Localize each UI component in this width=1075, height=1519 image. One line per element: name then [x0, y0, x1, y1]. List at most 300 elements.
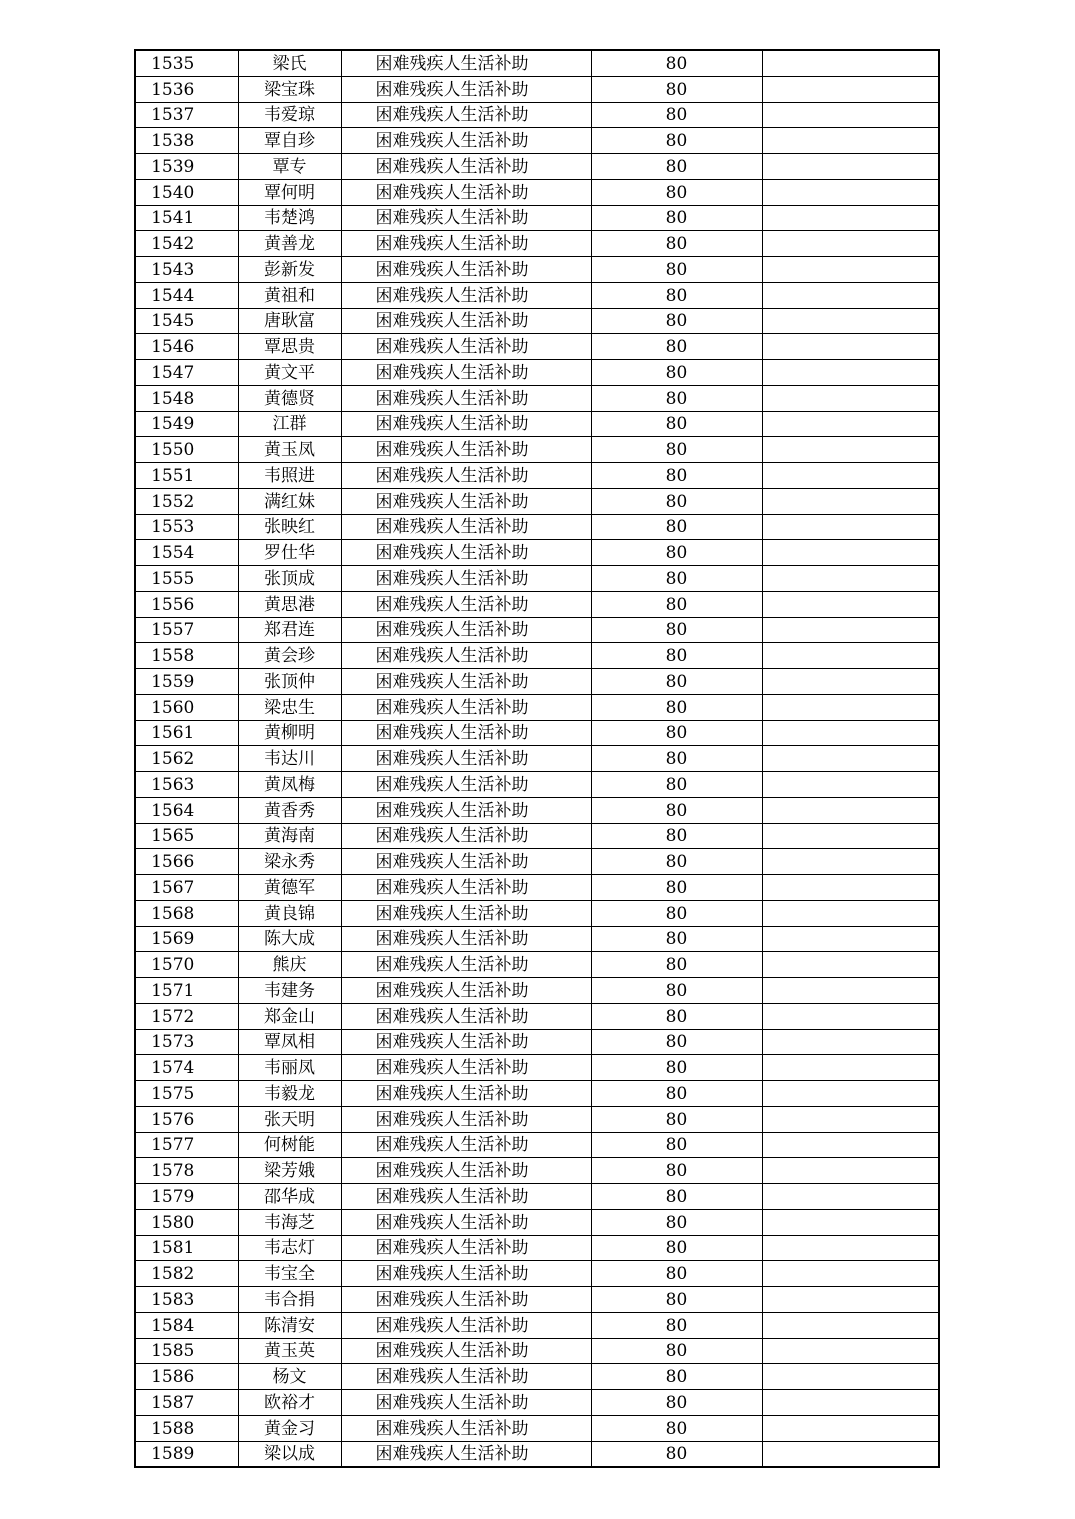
subsidy-type-cell: 困难残疾人生活补助: [341, 128, 591, 154]
subsidy-type-cell: 困难残疾人生活补助: [341, 746, 591, 772]
table-row: [135, 1390, 939, 1416]
subsidy-type-cell: 困难残疾人生活补助: [341, 154, 591, 180]
serial-number-cell: 1545: [135, 308, 238, 334]
subsidy-type-cell: 困难残疾人生活补助: [341, 1029, 591, 1055]
table-row: [135, 1287, 939, 1313]
remark-cell: [762, 488, 939, 514]
name-cell: 韦建务: [238, 978, 341, 1004]
subsidy-type-cell: 困难残疾人生活补助: [341, 720, 591, 746]
remark-cell: [762, 1106, 939, 1132]
name-cell: 郑金山: [238, 1003, 341, 1029]
remark-cell: [762, 1158, 939, 1184]
remark-cell: [762, 179, 939, 205]
table-row: [135, 128, 939, 154]
amount-cell: 80: [591, 1132, 762, 1158]
name-cell: 罗仕华: [238, 540, 341, 566]
remark-cell: [762, 1184, 939, 1210]
subsidy-type-cell: 困难残疾人生活补助: [341, 900, 591, 926]
remark-cell: [762, 1055, 939, 1081]
serial-number-cell: 1537: [135, 102, 238, 128]
name-cell: 江群: [238, 411, 341, 437]
table-row: [135, 1106, 939, 1132]
remark-cell: [762, 1081, 939, 1107]
name-cell: 何树能: [238, 1132, 341, 1158]
remark-cell: [762, 205, 939, 231]
table-row: [135, 1364, 939, 1390]
amount-cell: 80: [591, 1055, 762, 1081]
serial-number-cell: 1558: [135, 643, 238, 669]
name-cell: 梁以成: [238, 1441, 341, 1467]
subsidy-type-cell: 困难残疾人生活补助: [341, 1209, 591, 1235]
remark-cell: [762, 1312, 939, 1338]
subsidy-type-cell: 困难残疾人生活补助: [341, 617, 591, 643]
subsidy-type-cell: 困难残疾人生活补助: [341, 643, 591, 669]
subsidy-type-cell: 困难残疾人生活补助: [341, 540, 591, 566]
table-row: [135, 978, 939, 1004]
subsidy-type-cell: 困难残疾人生活补助: [341, 308, 591, 334]
table-row: [135, 1441, 939, 1467]
table-row: [135, 772, 939, 798]
remark-cell: [762, 1209, 939, 1235]
amount-cell: 80: [591, 1390, 762, 1416]
remark-cell: [762, 463, 939, 489]
serial-number-cell: 1563: [135, 772, 238, 798]
serial-number-cell: 1580: [135, 1209, 238, 1235]
subsidy-type-cell: 困难残疾人生活补助: [341, 1158, 591, 1184]
name-cell: 韦海芝: [238, 1209, 341, 1235]
table-row: [135, 720, 939, 746]
remark-cell: [762, 1029, 939, 1055]
amount-cell: 80: [591, 179, 762, 205]
remark-cell: [762, 360, 939, 386]
serial-number-cell: 1535: [135, 50, 238, 76]
amount-cell: 80: [591, 385, 762, 411]
name-cell: 覃何明: [238, 179, 341, 205]
name-cell: 张顶仲: [238, 669, 341, 695]
subsidy-type-cell: 困难残疾人生活补助: [341, 1338, 591, 1364]
remark-cell: [762, 231, 939, 257]
name-cell: 梁芳娥: [238, 1158, 341, 1184]
serial-number-cell: 1564: [135, 797, 238, 823]
table-row: [135, 694, 939, 720]
subsidy-type-cell: 困难残疾人生活补助: [341, 797, 591, 823]
name-cell: 黄文平: [238, 360, 341, 386]
name-cell: 黄柳明: [238, 720, 341, 746]
table-row: [135, 849, 939, 875]
remark-cell: [762, 746, 939, 772]
amount-cell: 80: [591, 1029, 762, 1055]
amount-cell: 80: [591, 1415, 762, 1441]
subsidy-type-cell: 困难残疾人生活补助: [341, 1261, 591, 1287]
amount-cell: 80: [591, 1158, 762, 1184]
name-cell: 黄善龙: [238, 231, 341, 257]
subsidy-type-cell: 困难残疾人生活补助: [341, 334, 591, 360]
serial-number-cell: 1550: [135, 437, 238, 463]
remark-cell: [762, 1003, 939, 1029]
subsidy-type-cell: 困难残疾人生活补助: [341, 669, 591, 695]
subsidy-type-cell: 困难残疾人生活补助: [341, 1364, 591, 1390]
table-row: [135, 1158, 939, 1184]
subsidy-type-cell: 困难残疾人生活补助: [341, 823, 591, 849]
serial-number-cell: 1541: [135, 205, 238, 231]
remark-cell: [762, 875, 939, 901]
subsidy-type-cell: 困难残疾人生活补助: [341, 411, 591, 437]
table-row: [135, 411, 939, 437]
amount-cell: 80: [591, 694, 762, 720]
table-row: [135, 1081, 939, 1107]
serial-number-cell: 1574: [135, 1055, 238, 1081]
amount-cell: 80: [591, 463, 762, 489]
amount-cell: 80: [591, 1081, 762, 1107]
amount-cell: 80: [591, 437, 762, 463]
name-cell: 黄良锦: [238, 900, 341, 926]
subsidy-type-cell: 困难残疾人生活补助: [341, 1055, 591, 1081]
remark-cell: [762, 257, 939, 283]
table-row: [135, 540, 939, 566]
subsidy-type-cell: 困难残疾人生活补助: [341, 1235, 591, 1261]
amount-cell: 80: [591, 488, 762, 514]
name-cell: 黄玉英: [238, 1338, 341, 1364]
amount-cell: 80: [591, 540, 762, 566]
remark-cell: [762, 1338, 939, 1364]
serial-number-cell: 1589: [135, 1441, 238, 1467]
subsidy-type-cell: 困难残疾人生活补助: [341, 566, 591, 592]
table-row: [135, 1312, 939, 1338]
serial-number-cell: 1571: [135, 978, 238, 1004]
table-row: [135, 746, 939, 772]
amount-cell: 80: [591, 1106, 762, 1132]
serial-number-cell: 1578: [135, 1158, 238, 1184]
table-row: [135, 669, 939, 695]
amount-cell: 80: [591, 617, 762, 643]
amount-cell: 80: [591, 102, 762, 128]
subsidy-type-cell: 困难残疾人生活补助: [341, 231, 591, 257]
name-cell: 黄祖和: [238, 282, 341, 308]
remark-cell: [762, 720, 939, 746]
name-cell: 黄玉凤: [238, 437, 341, 463]
amount-cell: 80: [591, 1235, 762, 1261]
subsidy-type-cell: 困难残疾人生活补助: [341, 772, 591, 798]
remark-cell: [762, 694, 939, 720]
remark-cell: [762, 437, 939, 463]
name-cell: 陈大成: [238, 926, 341, 952]
name-cell: 杨文: [238, 1364, 341, 1390]
subsidy-type-cell: 困难残疾人生活补助: [341, 1287, 591, 1313]
name-cell: 韦照进: [238, 463, 341, 489]
amount-cell: 80: [591, 772, 762, 798]
subsidy-type-cell: 困难残疾人生活补助: [341, 1390, 591, 1416]
name-cell: 梁永秀: [238, 849, 341, 875]
serial-number-cell: 1542: [135, 231, 238, 257]
subsidy-type-cell: 困难残疾人生活补助: [341, 952, 591, 978]
amount-cell: 80: [591, 952, 762, 978]
serial-number-cell: 1555: [135, 566, 238, 592]
name-cell: 满红妹: [238, 488, 341, 514]
remark-cell: [762, 154, 939, 180]
remark-cell: [762, 849, 939, 875]
subsidy-type-cell: 困难残疾人生活补助: [341, 1415, 591, 1441]
table-row: [135, 282, 939, 308]
name-cell: 覃自珍: [238, 128, 341, 154]
serial-number-cell: 1583: [135, 1287, 238, 1313]
amount-cell: 80: [591, 1003, 762, 1029]
amount-cell: 80: [591, 1364, 762, 1390]
table-row: [135, 591, 939, 617]
name-cell: 梁氏: [238, 50, 341, 76]
remark-cell: [762, 1364, 939, 1390]
serial-number-cell: 1562: [135, 746, 238, 772]
name-cell: 梁忠生: [238, 694, 341, 720]
serial-number-cell: 1572: [135, 1003, 238, 1029]
subsidy-type-cell: 困难残疾人生活补助: [341, 76, 591, 102]
subsidy-type-cell: 困难残疾人生活补助: [341, 1132, 591, 1158]
amount-cell: 80: [591, 1261, 762, 1287]
amount-cell: 80: [591, 926, 762, 952]
serial-number-cell: 1577: [135, 1132, 238, 1158]
subsidy-type-cell: 困难残疾人生活补助: [341, 488, 591, 514]
table-row: [135, 926, 939, 952]
name-cell: 郑君连: [238, 617, 341, 643]
subsidy-type-cell: 困难残疾人生活补助: [341, 875, 591, 901]
amount-cell: 80: [591, 514, 762, 540]
table-row: [135, 50, 939, 76]
name-cell: 邵华成: [238, 1184, 341, 1210]
amount-cell: 80: [591, 205, 762, 231]
serial-number-cell: 1546: [135, 334, 238, 360]
serial-number-cell: 1543: [135, 257, 238, 283]
table-row: [135, 257, 939, 283]
amount-cell: 80: [591, 900, 762, 926]
remark-cell: [762, 102, 939, 128]
serial-number-cell: 1566: [135, 849, 238, 875]
serial-number-cell: 1576: [135, 1106, 238, 1132]
table-row: [135, 566, 939, 592]
serial-number-cell: 1552: [135, 488, 238, 514]
amount-cell: 80: [591, 823, 762, 849]
serial-number-cell: 1557: [135, 617, 238, 643]
name-cell: 覃凤相: [238, 1029, 341, 1055]
name-cell: 熊庆: [238, 952, 341, 978]
table-row: [135, 875, 939, 901]
name-cell: 黄海南: [238, 823, 341, 849]
remark-cell: [762, 772, 939, 798]
subsidy-type-cell: 困难残疾人生活补助: [341, 694, 591, 720]
table-row: [135, 76, 939, 102]
remark-cell: [762, 952, 939, 978]
subsidy-type-cell: 困难残疾人生活补助: [341, 282, 591, 308]
serial-number-cell: 1582: [135, 1261, 238, 1287]
subsidy-type-cell: 困难残疾人生活补助: [341, 1441, 591, 1467]
remark-cell: [762, 540, 939, 566]
subsidy-type-cell: 困难残疾人生活补助: [341, 849, 591, 875]
subsidy-type-cell: 困难残疾人生活补助: [341, 385, 591, 411]
amount-cell: 80: [591, 1184, 762, 1210]
table-row: [135, 231, 939, 257]
table-row: [135, 643, 939, 669]
table-row: [135, 463, 939, 489]
name-cell: 黄思港: [238, 591, 341, 617]
serial-number-cell: 1536: [135, 76, 238, 102]
amount-cell: 80: [591, 50, 762, 76]
amount-cell: 80: [591, 76, 762, 102]
amount-cell: 80: [591, 849, 762, 875]
remark-cell: [762, 823, 939, 849]
table-row: [135, 437, 939, 463]
serial-number-cell: 1553: [135, 514, 238, 540]
amount-cell: 80: [591, 128, 762, 154]
serial-number-cell: 1556: [135, 591, 238, 617]
remark-cell: [762, 334, 939, 360]
subsidy-type-cell: 困难残疾人生活补助: [341, 1106, 591, 1132]
amount-cell: 80: [591, 978, 762, 1004]
serial-number-cell: 1560: [135, 694, 238, 720]
table-row: [135, 797, 939, 823]
amount-cell: 80: [591, 1312, 762, 1338]
name-cell: 唐耿富: [238, 308, 341, 334]
name-cell: 韦爱琼: [238, 102, 341, 128]
name-cell: 梁宝珠: [238, 76, 341, 102]
serial-number-cell: 1540: [135, 179, 238, 205]
table-row: [135, 308, 939, 334]
table-row: [135, 334, 939, 360]
subsidy-type-cell: 困难残疾人生活补助: [341, 1081, 591, 1107]
subsidy-type-cell: 困难残疾人生活补助: [341, 926, 591, 952]
name-cell: 张顶成: [238, 566, 341, 592]
remark-cell: [762, 643, 939, 669]
serial-number-cell: 1551: [135, 463, 238, 489]
subsidy-type-cell: 困难残疾人生活补助: [341, 205, 591, 231]
serial-number-cell: 1554: [135, 540, 238, 566]
table-row: [135, 1235, 939, 1261]
remark-cell: [762, 978, 939, 1004]
name-cell: 覃专: [238, 154, 341, 180]
name-cell: 韦楚鸿: [238, 205, 341, 231]
name-cell: 韦志灯: [238, 1235, 341, 1261]
name-cell: 韦宝全: [238, 1261, 341, 1287]
remark-cell: [762, 926, 939, 952]
amount-cell: 80: [591, 411, 762, 437]
amount-cell: 80: [591, 1338, 762, 1364]
subsidy-type-cell: 困难残疾人生活补助: [341, 1312, 591, 1338]
amount-cell: 80: [591, 231, 762, 257]
table-row: [135, 1132, 939, 1158]
remark-cell: [762, 385, 939, 411]
serial-number-cell: 1548: [135, 385, 238, 411]
remark-cell: [762, 411, 939, 437]
table-row: [135, 617, 939, 643]
remark-cell: [762, 1235, 939, 1261]
name-cell: 黄德军: [238, 875, 341, 901]
table-row: [135, 1261, 939, 1287]
serial-number-cell: 1565: [135, 823, 238, 849]
amount-cell: 80: [591, 566, 762, 592]
remark-cell: [762, 50, 939, 76]
serial-number-cell: 1568: [135, 900, 238, 926]
table-row: [135, 952, 939, 978]
serial-number-cell: 1575: [135, 1081, 238, 1107]
remark-cell: [762, 1261, 939, 1287]
table-row: [135, 205, 939, 231]
name-cell: 张映红: [238, 514, 341, 540]
table-row: [135, 488, 939, 514]
subsidy-type-cell: 困难残疾人生活补助: [341, 1184, 591, 1210]
serial-number-cell: 1587: [135, 1390, 238, 1416]
subsidy-type-cell: 困难残疾人生活补助: [341, 437, 591, 463]
table-row: [135, 360, 939, 386]
serial-number-cell: 1539: [135, 154, 238, 180]
subsidy-type-cell: 困难残疾人生活补助: [341, 50, 591, 76]
table-row: [135, 154, 939, 180]
amount-cell: 80: [591, 720, 762, 746]
serial-number-cell: 1570: [135, 952, 238, 978]
name-cell: 黄德贤: [238, 385, 341, 411]
amount-cell: 80: [591, 669, 762, 695]
table-row: [135, 900, 939, 926]
amount-cell: 80: [591, 746, 762, 772]
name-cell: 张天明: [238, 1106, 341, 1132]
table-row: [135, 514, 939, 540]
subsidy-type-cell: 困难残疾人生活补助: [341, 102, 591, 128]
serial-number-cell: 1549: [135, 411, 238, 437]
subsidy-type-cell: 困难残疾人生活补助: [341, 591, 591, 617]
serial-number-cell: 1538: [135, 128, 238, 154]
remark-cell: [762, 669, 939, 695]
amount-cell: 80: [591, 797, 762, 823]
remark-cell: [762, 1390, 939, 1416]
remark-cell: [762, 797, 939, 823]
remark-cell: [762, 617, 939, 643]
remark-cell: [762, 282, 939, 308]
subsidy-type-cell: 困难残疾人生活补助: [341, 257, 591, 283]
amount-cell: 80: [591, 308, 762, 334]
remark-cell: [762, 1132, 939, 1158]
subsidy-type-cell: 困难残疾人生活补助: [341, 514, 591, 540]
table-row: [135, 1209, 939, 1235]
amount-cell: 80: [591, 643, 762, 669]
amount-cell: 80: [591, 282, 762, 308]
amount-cell: 80: [591, 360, 762, 386]
table-body: [135, 50, 939, 1467]
remark-cell: [762, 76, 939, 102]
name-cell: 欧裕才: [238, 1390, 341, 1416]
remark-cell: [762, 900, 939, 926]
amount-cell: 80: [591, 1441, 762, 1467]
serial-number-cell: 1588: [135, 1415, 238, 1441]
serial-number-cell: 1567: [135, 875, 238, 901]
serial-number-cell: 1561: [135, 720, 238, 746]
serial-number-cell: 1581: [135, 1235, 238, 1261]
name-cell: 黄金习: [238, 1415, 341, 1441]
name-cell: 覃思贵: [238, 334, 341, 360]
serial-number-cell: 1544: [135, 282, 238, 308]
remark-cell: [762, 514, 939, 540]
name-cell: 韦达川: [238, 746, 341, 772]
name-cell: 黄香秀: [238, 797, 341, 823]
serial-number-cell: 1559: [135, 669, 238, 695]
serial-number-cell: 1569: [135, 926, 238, 952]
name-cell: 韦丽凤: [238, 1055, 341, 1081]
name-cell: 韦合捐: [238, 1287, 341, 1313]
serial-number-cell: 1584: [135, 1312, 238, 1338]
remark-cell: [762, 128, 939, 154]
amount-cell: 80: [591, 1287, 762, 1313]
subsidy-table: [134, 49, 940, 1468]
subsidy-type-cell: 困难残疾人生活补助: [341, 1003, 591, 1029]
table-row: [135, 1184, 939, 1210]
table-row: [135, 102, 939, 128]
remark-cell: [762, 1415, 939, 1441]
remark-cell: [762, 591, 939, 617]
